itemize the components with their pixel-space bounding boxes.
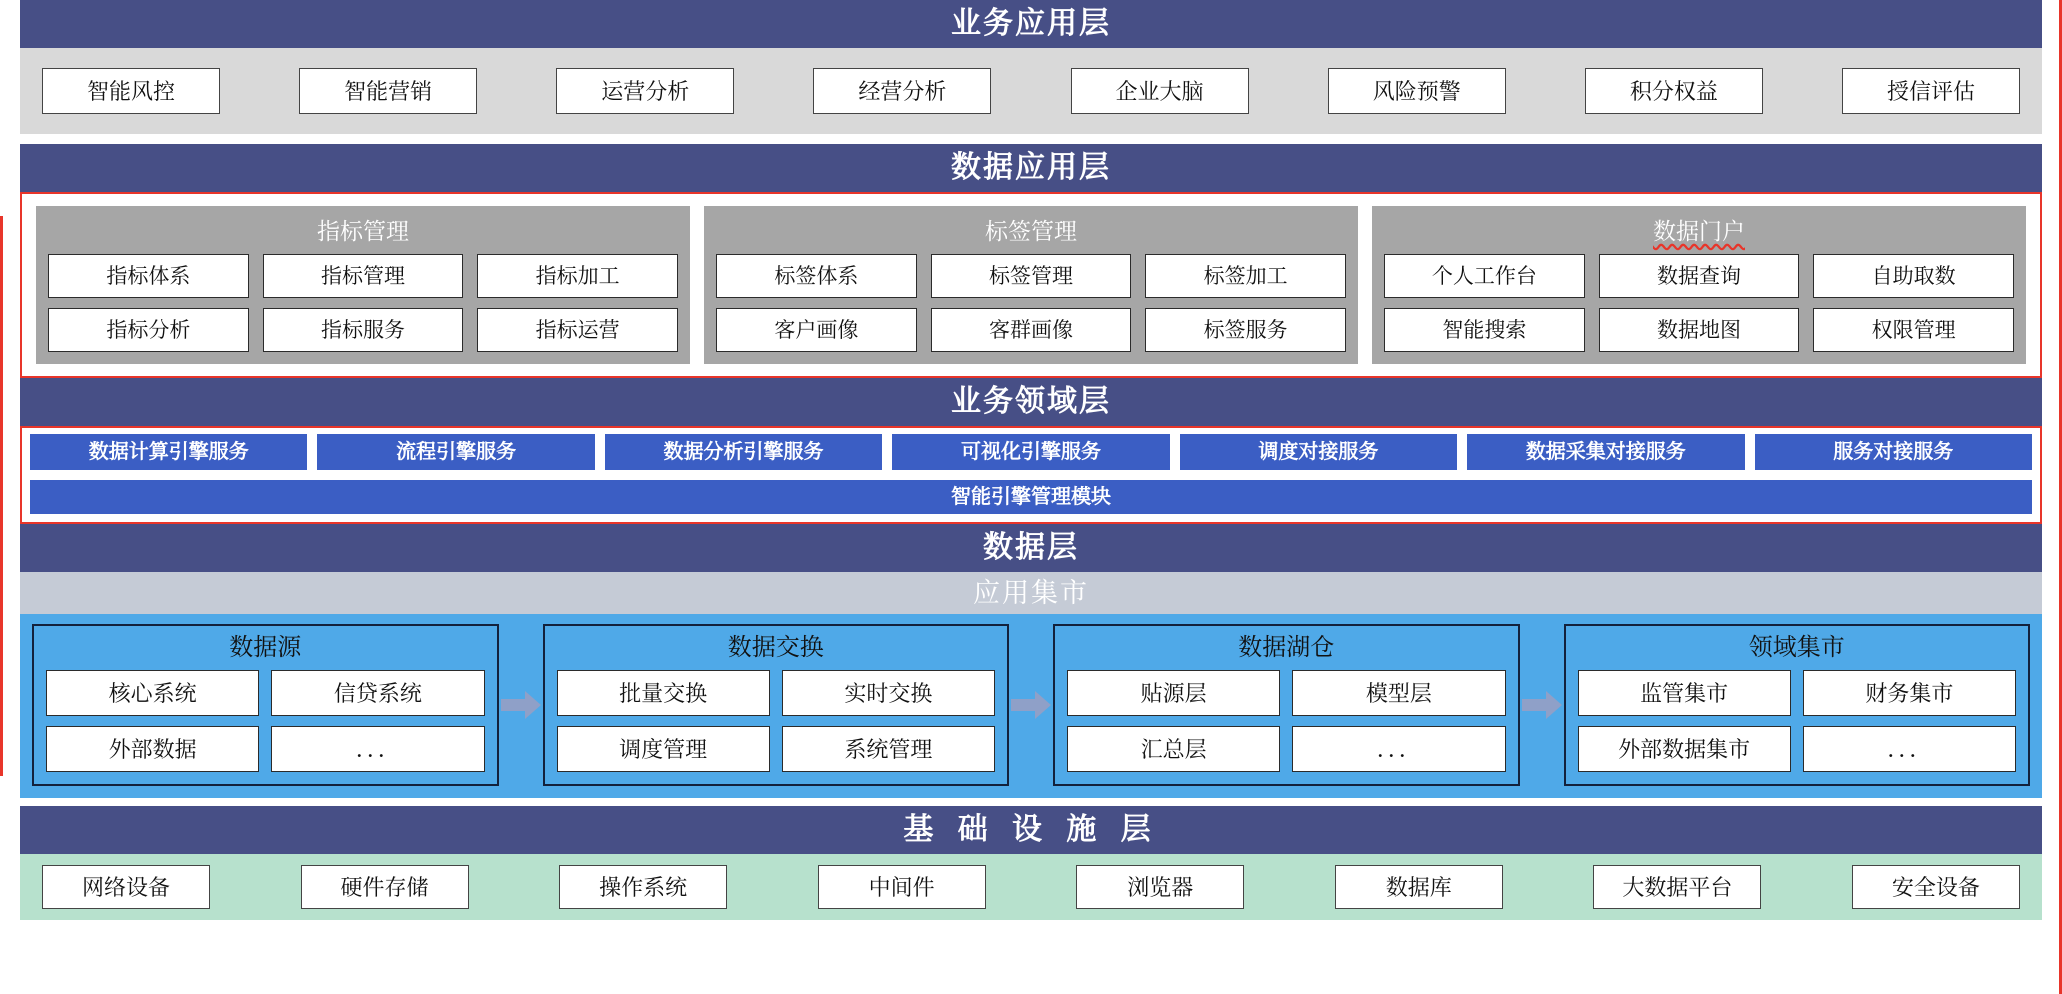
cell-customer-profile[interactable]: 客户画像 xyxy=(716,308,917,352)
cell-data-query[interactable]: 数据查询 xyxy=(1599,254,1800,298)
group-title-domain-market: 领域集市 xyxy=(1748,634,1845,661)
cell-core-system[interactable]: 核心系统 xyxy=(46,670,259,716)
group-title-data-source: 数据源 xyxy=(229,634,302,661)
infra-chip-big-data-platform[interactable]: 大数据平台 xyxy=(1593,865,1761,909)
cell-data-map[interactable]: 数据地图 xyxy=(1599,308,1800,352)
group-tag-management xyxy=(704,206,1358,364)
cell-self-service-data[interactable]: 自助取数 xyxy=(1813,254,2014,298)
cell-data-source-more[interactable]: ．．． xyxy=(271,726,484,772)
cell-credit-system[interactable]: 信贷系统 xyxy=(271,670,484,716)
cell-indicator-system[interactable]: 指标体系 xyxy=(48,254,249,298)
data-layer-title: 数据层 xyxy=(20,524,2042,572)
group-title-data-lakehouse: 数据湖仓 xyxy=(1238,634,1335,661)
group-domain-market xyxy=(1564,624,2031,786)
app-chip-points-benefits[interactable]: 积分权益 xyxy=(1585,68,1763,114)
data-application-layer-title: 数据应用层 xyxy=(20,144,2042,192)
cell-tag-system[interactable]: 标签体系 xyxy=(716,254,917,298)
cell-tag-management[interactable]: 标签管理 xyxy=(931,254,1132,298)
infrastructure-layer-body xyxy=(20,854,2042,920)
cell-indicator-processing[interactable]: 指标加工 xyxy=(477,254,678,298)
group-data-portal xyxy=(1372,206,2026,364)
service-data-collection-integration[interactable]: 数据采集对接服务 xyxy=(1467,434,1744,470)
infra-chip-middleware[interactable]: 中间件 xyxy=(818,865,986,909)
service-data-compute-engine[interactable]: 数据计算引擎服务 xyxy=(30,434,307,470)
business-domain-layer-body xyxy=(20,426,2042,524)
app-chip-intelligent-risk-control[interactable]: 智能风控 xyxy=(42,68,220,114)
group-title-tag-management: 标签管理 xyxy=(985,218,1077,244)
infra-chip-security-device[interactable]: 安全设备 xyxy=(1852,865,2020,909)
group-title-data-exchange: 数据交换 xyxy=(727,634,824,661)
app-chip-risk-warning[interactable]: 风险预警 xyxy=(1328,68,1506,114)
arrow-source-to-exchange xyxy=(499,690,543,720)
business-application-layer-body xyxy=(20,48,2042,134)
cell-source-layer[interactable]: 贴源层 xyxy=(1067,670,1280,716)
cell-regulatory-market[interactable]: 监管集市 xyxy=(1578,670,1791,716)
infra-chip-hardware-storage[interactable]: 硬件存储 xyxy=(301,865,469,909)
cell-indicator-operation[interactable]: 指标运营 xyxy=(477,308,678,352)
data-application-layer-body xyxy=(20,192,2042,378)
infra-chip-database[interactable]: 数据库 xyxy=(1335,865,1503,909)
cell-lakehouse-more[interactable]: ．．． xyxy=(1292,726,1505,772)
cell-system-management[interactable]: 系统管理 xyxy=(782,726,995,772)
cell-schedule-management[interactable]: 调度管理 xyxy=(557,726,770,772)
service-service-integration[interactable]: 服务对接服务 xyxy=(1755,434,2032,470)
group-indicator-management xyxy=(36,206,690,364)
cell-tag-processing[interactable]: 标签加工 xyxy=(1145,254,1346,298)
app-chip-management-analysis[interactable]: 经营分析 xyxy=(813,68,991,114)
infra-chip-browser[interactable]: 浏览器 xyxy=(1076,865,1244,909)
cell-indicator-management[interactable]: 指标管理 xyxy=(263,254,464,298)
intelligent-engine-management-module[interactable]: 智能引擎管理模块 xyxy=(30,480,2032,514)
app-chip-operation-analysis[interactable]: 运营分析 xyxy=(556,68,734,114)
cell-external-data-market[interactable]: 外部数据集市 xyxy=(1578,726,1791,772)
cell-external-data[interactable]: 外部数据 xyxy=(46,726,259,772)
infra-chip-operating-system[interactable]: 操作系统 xyxy=(559,865,727,909)
cell-model-layer[interactable]: 模型层 xyxy=(1292,670,1505,716)
cell-indicator-service[interactable]: 指标服务 xyxy=(263,308,464,352)
cell-finance-market[interactable]: 财务集市 xyxy=(1803,670,2016,716)
service-visualization-engine[interactable]: 可视化引擎服务 xyxy=(892,434,1169,470)
app-chip-credit-evaluation[interactable]: 授信评估 xyxy=(1842,68,2020,114)
cell-tag-service[interactable]: 标签服务 xyxy=(1145,308,1346,352)
cell-customer-group-profile[interactable]: 客群画像 xyxy=(931,308,1132,352)
group-data-lakehouse xyxy=(1053,624,1520,786)
infrastructure-layer-title: 基 础 设 施 层 xyxy=(20,806,2042,854)
right-arrow-icon xyxy=(1522,690,1562,720)
service-process-engine[interactable]: 流程引擎服务 xyxy=(317,434,594,470)
right-arrow-icon xyxy=(501,690,541,720)
service-scheduling-integration[interactable]: 调度对接服务 xyxy=(1180,434,1457,470)
cell-personal-workbench[interactable]: 个人工作台 xyxy=(1384,254,1585,298)
cell-realtime-exchange[interactable]: 实时交换 xyxy=(782,670,995,716)
group-data-source xyxy=(32,624,499,786)
cell-intelligent-search[interactable]: 智能搜索 xyxy=(1384,308,1585,352)
arrow-lakehouse-to-domain-market xyxy=(1520,690,1564,720)
group-data-exchange xyxy=(543,624,1010,786)
app-chip-enterprise-brain[interactable]: 企业大脑 xyxy=(1071,68,1249,114)
infra-chip-network-device[interactable]: 网络设备 xyxy=(42,865,210,909)
right-arrow-icon xyxy=(1011,690,1051,720)
left-red-guide xyxy=(0,216,3,776)
group-title-indicator-management: 指标管理 xyxy=(317,218,409,244)
business-domain-layer-title: 业务领域层 xyxy=(20,378,2042,426)
cell-batch-exchange[interactable]: 批量交换 xyxy=(557,670,770,716)
business-application-layer-title: 业务应用层 xyxy=(20,0,2042,48)
service-data-analysis-engine[interactable]: 数据分析引擎服务 xyxy=(605,434,882,470)
arrow-exchange-to-lakehouse xyxy=(1009,690,1053,720)
group-title-data-portal: 数据门户 xyxy=(1653,218,1745,244)
cell-domain-market-more[interactable]: ．．． xyxy=(1803,726,2016,772)
app-chip-intelligent-marketing[interactable]: 智能营销 xyxy=(299,68,477,114)
data-layer-body xyxy=(20,572,2042,798)
application-market-bar: 应用集市 xyxy=(20,572,2042,614)
cell-permission-management[interactable]: 权限管理 xyxy=(1813,308,2014,352)
cell-indicator-analysis[interactable]: 指标分析 xyxy=(48,308,249,352)
cell-summary-layer[interactable]: 汇总层 xyxy=(1067,726,1280,772)
